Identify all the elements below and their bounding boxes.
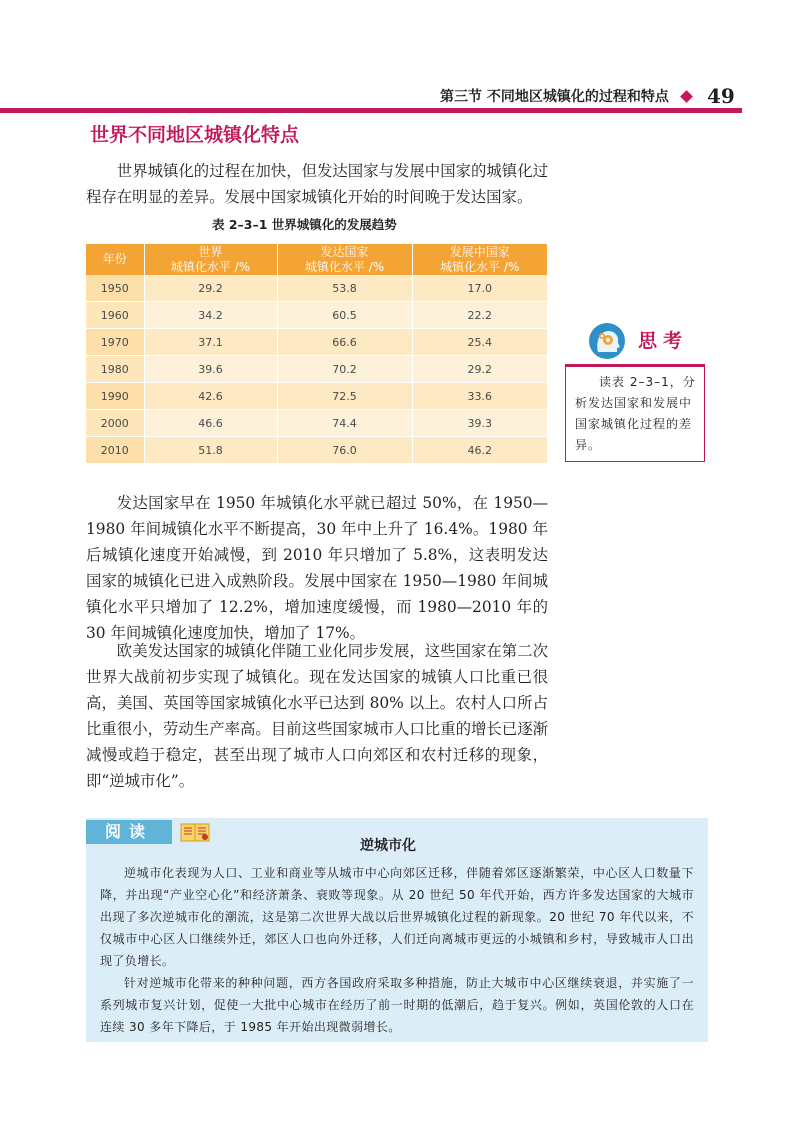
table-row (86, 356, 547, 383)
book-icon (178, 820, 212, 844)
table-cell: 1950 (86, 275, 144, 302)
table-cell: 42.6 (144, 383, 277, 410)
header-cell-developed: 发达国家 城镇化水平 /% (277, 244, 412, 275)
head-gears-icon (588, 322, 626, 360)
table-cell: 46.6 (144, 410, 277, 437)
table-cell: 1970 (86, 329, 144, 356)
table-cell: 1960 (86, 302, 144, 329)
table-caption: 表 2–3–1 世界城镇化的发展趋势 (212, 217, 397, 232)
table-row (86, 383, 547, 410)
table-cell: 70.2 (277, 356, 412, 383)
table-cell: 2000 (86, 410, 144, 437)
table-cell: 29.2 (144, 275, 277, 302)
table-cell: 39.6 (144, 356, 277, 383)
table-cell: 22.2 (412, 302, 547, 329)
reading-paragraph-1: 逆城市化表现为人口、工业和商业等从城市中心向郊区迁移，伴随着郊区逐渐繁荣，中心区人口数量下降，并出现“产业空心化”和经济萧条、衰败等现象。从 20 世纪 50 年代开始，西方许多发达国家的大城市出现了多次逆城市化的潮流，这是第二次世界大战以后世界城镇化过程的新现象。20 世纪 70 年代以来，不仅城市中心区人口继续外迁，郊区人口也向外迁移，人们迁向离城市更远的小城镇和乡村，导致城市人口出现了负增长。 (100, 866, 694, 968)
table-cell: 46.2 (412, 437, 547, 464)
urbanization-table (86, 244, 547, 464)
intro-paragraph: 世界城镇化的过程在加快，但发达国家与发展中国家的城镇化过程存在明显的差异。发展中国家城镇化开始的时间晚于发达国家。 (86, 162, 548, 206)
table-cell: 17.0 (412, 275, 547, 302)
body-paragraph-1: 发达国家早在 1950 年城镇化水平就已超过 50%，在 1950—1980 年间城镇化水平不断提高，30 年中上升了 16.4%。1980 年后城镇化速度开始减慢，到 2010 年只增加了 5.8%，这表明发达国家的城镇化已进入成熟阶段。发展中国家在 1950—1980 年间城镇化水平只增加了 12.2%，增加速度缓慢，而 1980—2010 年的 30 年间城镇化速度加快，增加了 17%。 (86, 494, 548, 642)
table-cell: 33.6 (412, 383, 547, 410)
table-cell: 37.1 (144, 329, 277, 356)
table-row (86, 275, 547, 302)
header-rule (0, 108, 742, 113)
think-title: 思考 (638, 330, 689, 352)
table-row (86, 302, 547, 329)
table-cell: 25.4 (412, 329, 547, 356)
reading-title: 逆城市化 (360, 838, 416, 854)
table-cell: 29.2 (412, 356, 547, 383)
reading-tab: 阅读 (86, 820, 172, 844)
table-cell: 74.4 (277, 410, 412, 437)
table-cell: 34.2 (144, 302, 277, 329)
table-cell: 51.8 (144, 437, 277, 464)
table-header-row (86, 244, 547, 275)
table-cell: 39.3 (412, 410, 547, 437)
running-header: 第三节 不同地区城镇化的过程和特点 (440, 89, 669, 105)
table-cell: 1990 (86, 383, 144, 410)
table-cell: 1980 (86, 356, 144, 383)
table-cell: 76.0 (277, 437, 412, 464)
page-number: 49 (707, 84, 735, 108)
table-cell: 72.5 (277, 383, 412, 410)
table-row (86, 437, 547, 464)
section-heading: 世界不同地区城镇化特点 (90, 124, 300, 146)
header-cell-developing: 发展中国家 城镇化水平 /% (412, 244, 547, 275)
header-cell-year: 年份 (86, 244, 144, 275)
table-cell: 2010 (86, 437, 144, 464)
table-row (86, 329, 547, 356)
table-cell: 60.5 (277, 302, 412, 329)
table-cell: 53.8 (277, 275, 412, 302)
table-row (86, 410, 547, 437)
body-paragraph-2: 欧美发达国家的城镇化伴随工业化同步发展，这些国家在第二次世界大战前初步实现了城镇化。现在发达国家的城镇人口比重已很高，美国、英国等国家城镇化水平已达到 80% 以上。农村人口所占比重很小，劳动生产率高。目前这些国家城市人口比重的增长已逐渐减慢或趋于稳定，甚至出现了城市人口向郊区和农村迁移的现象，即“逆城市化”。 (86, 642, 548, 790)
table-cell: 66.6 (277, 329, 412, 356)
reading-paragraph-2: 针对逆城市化带来的种种问题，西方各国政府采取多种措施，防止大城市中心区继续衰退，并实施了一系列城市复兴计划，促使一大批中心城市在经历了前一时期的低潮后，趋于复兴。例如，英国伦敦的人口在连续 30 多年下降后，于 1985 年开始出现微弱增长。 (100, 976, 694, 1034)
think-text: 读表 2–3–1，分析发达国家和发展中国家城镇化过程的差异。 (575, 375, 696, 452)
header-cell-world: 世界 城镇化水平 /% (144, 244, 277, 275)
